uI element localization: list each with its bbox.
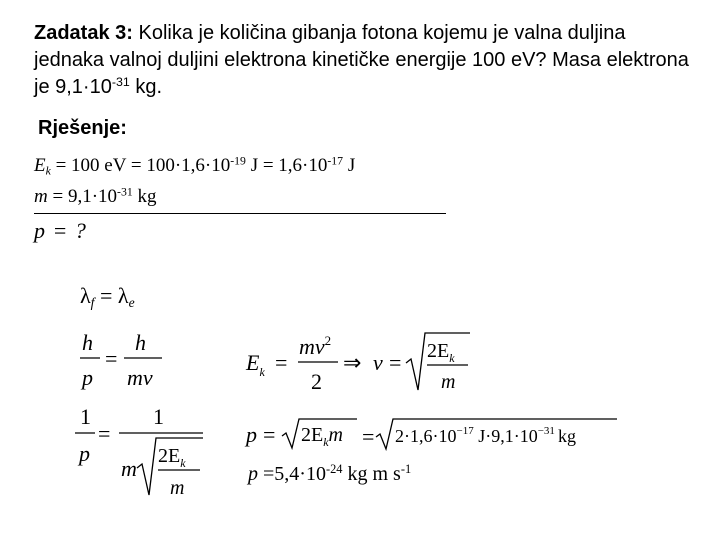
- f3-implies-arrow: ⇒: [343, 350, 362, 375]
- f3-numerator: $mv^2$: [299, 333, 332, 359]
- unknown-quantity: p = ?: [34, 218, 87, 243]
- ek-mid: J = 1,6·10: [245, 155, 328, 176]
- task-mass-unit: kg.: [135, 76, 163, 98]
- formula-momentum-calculation: [244, 419, 617, 449]
- lambda-equals: =: [94, 283, 118, 308]
- ek-subscript: k: [45, 164, 51, 178]
- f3-velocity: v: [373, 350, 383, 375]
- f4-equals-2: =: [362, 424, 375, 449]
- m-symbol: m: [34, 186, 48, 207]
- task-text: Kolika je količina gibanja fotona kojemu je valna duljina jednaka valnoj duljini elektrona kinetičke energije 100 eV? Masa elektrona je 9,1·10: [34, 22, 689, 98]
- lambda-electron: λ: [117, 283, 129, 308]
- f1-equals: =: [105, 346, 118, 371]
- result-exponent: -24: [325, 462, 343, 477]
- solution-label: Rješenje:: [38, 117, 127, 139]
- m-unit: kg: [132, 186, 157, 207]
- final-result: [248, 463, 411, 486]
- f4-p: p: [246, 422, 257, 447]
- m-value: = 9,1·10: [47, 186, 118, 207]
- lambda-photon: λ: [80, 283, 91, 308]
- m-exponent: -31: [117, 185, 133, 199]
- f1-num-left: h: [82, 330, 93, 355]
- lambda-photon-subscript: f: [90, 295, 95, 311]
- ek-value: = 100 eV = 100·1,6·10: [50, 155, 231, 176]
- f2-mass: m: [121, 456, 137, 481]
- formula-inverse-momentum: [75, 404, 203, 499]
- task-heading: Zadatak 3:: [34, 22, 133, 44]
- f2-den-left: p: [79, 441, 90, 466]
- f2-root-den: m: [170, 477, 185, 499]
- ek-unit: J: [343, 155, 356, 176]
- f2-num-right: 1: [153, 404, 164, 429]
- f1-num-right: h: [135, 330, 146, 355]
- f1-den-left: p: [82, 365, 93, 390]
- f3-equals-2: =: [389, 350, 402, 375]
- f4-equals: =: [263, 422, 276, 447]
- result-unit-exponent: -1: [400, 462, 412, 477]
- ek-exponent-2: -17: [327, 154, 344, 168]
- result-value: =5,4·10: [258, 463, 326, 485]
- ek-exponent-1: -19: [230, 154, 246, 168]
- f1-den-right: mv: [127, 365, 153, 390]
- f3-root-den: m: [441, 371, 456, 393]
- result-unit: kg m s: [342, 463, 401, 485]
- f3-denominator: 2: [311, 369, 322, 394]
- f4-root1: $2E_km$: [301, 424, 343, 449]
- ek-symbol: E: [34, 155, 46, 176]
- f3-root-num: $2E_k$: [427, 340, 455, 365]
- f2-num-left: 1: [80, 404, 91, 429]
- task-mass-exponent: -31: [111, 75, 130, 90]
- f2-equals: =: [98, 421, 111, 446]
- formula-de-broglie: [80, 330, 162, 390]
- formula-kinetic-energy: [245, 333, 470, 394]
- result-p: p: [248, 463, 258, 485]
- lambda-electron-subscript: e: [128, 295, 135, 311]
- f3-ek: $E_k$: [246, 350, 265, 379]
- f4-root2: $2\cdot 1,6\cdot 10^{-17}$ $J\cdot 9,1\cdot 10^{-31}$ kg: [395, 425, 576, 446]
- f3-equals: =: [275, 350, 288, 375]
- f2-root-num: $2E_k$: [158, 445, 186, 470]
